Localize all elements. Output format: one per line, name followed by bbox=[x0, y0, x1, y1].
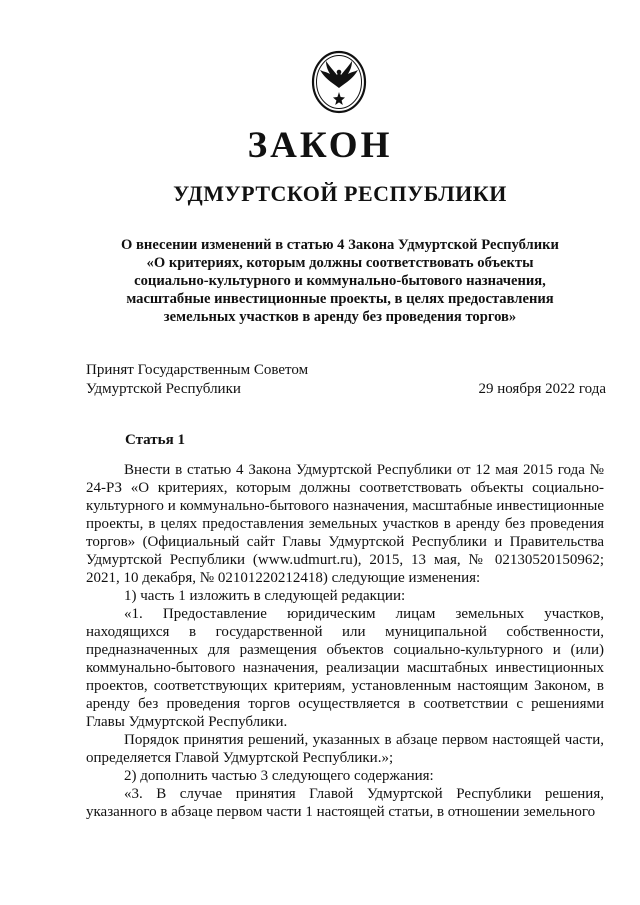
law-subtitle: УДМУРТСКОЙ РЕСПУБЛИКИ bbox=[173, 181, 507, 206]
udmurtia-coat-of-arms-icon bbox=[311, 50, 367, 114]
document-title-line: масштабные инвестиционные проекты, в целях предоставления bbox=[126, 291, 554, 307]
adoption-body-line: Удмуртской Республики bbox=[86, 381, 241, 397]
document-title bbox=[0, 236, 640, 326]
paragraph: «3. В случае принятия Главой Удмуртской Республики решения, указанного в абзаце первом части 1 настоящей статьи, в отношении земельного bbox=[86, 786, 604, 820]
document-title-line: социально-культурного и коммунально-бытового назначения, bbox=[134, 273, 546, 289]
article-title: Статья 1 bbox=[125, 432, 185, 448]
document-title-line: О внесении изменений в статью 4 Закона Удмуртской Республики bbox=[121, 237, 559, 253]
adoption-date: 29 ноября 2022 года bbox=[478, 381, 606, 397]
adoption-body-line: Принят Государственным Советом bbox=[86, 362, 309, 378]
law-title: ЗАКОН bbox=[247, 125, 393, 166]
document-title-line: «О критериях, которым должны соответствовать объекты bbox=[146, 255, 534, 271]
paragraph: Внести в статью 4 Закона Удмуртской Республики от 12 мая 2015 года № 24-РЗ «О критериях, которым должны соответствовать объекты социально-культурного и коммунально-бытового назначения, масштабные инвестиционные проекты, в целях предоставления земельных участков в аренду без проведения торгов» (Официальный сайт Главы Удмуртской Республики и Правительства Удмуртской Республики (www.udmurt.ru), 2015, 13 мая, № 02130520150962; 2021, 10 декабря, № 02101220212418) следующие изменения: bbox=[86, 462, 604, 586]
adoption-block bbox=[86, 361, 606, 399]
article-body bbox=[86, 461, 604, 821]
document-title-line: земельных участков в аренду без проведения торгов» bbox=[163, 309, 517, 325]
paragraph: Порядок принятия решений, указанных в абзаце первом настоящей части, определяется Главой Удмуртской Республики.»; bbox=[86, 732, 604, 766]
paragraph: «1. Предоставление юридическим лицам земельных участков, находящихся в государственной или муниципальной собственности, предназначенных для размещения объектов социально-культурного и (или) коммунально-бытового назначения, реализации масштабных инвестиционных проектов, соответствующих критериям, установленным настоящим Законом, в аренду без проведения торгов осуществляется в соответствии с решениями Главы Удмуртской Республики. bbox=[86, 606, 604, 730]
paragraph: 1) часть 1 изложить в следующей редакции: bbox=[124, 588, 406, 604]
paragraph: 2) дополнить частью 3 следующего содержания: bbox=[124, 768, 434, 784]
